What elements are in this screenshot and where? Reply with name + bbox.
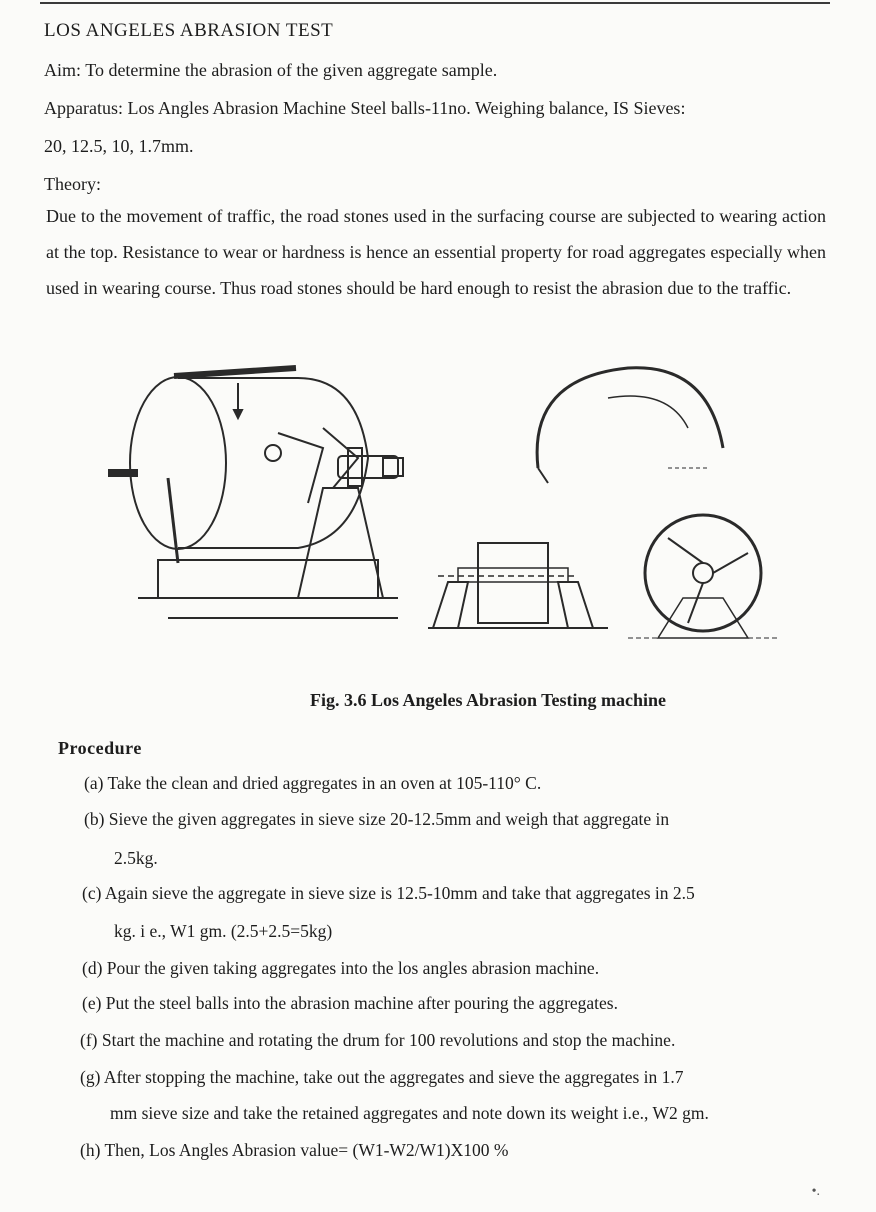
top-rule [40, 2, 830, 4]
procedure-step: kg. i e., W1 gm. (2.5+2.5=5kg) [114, 921, 333, 941]
aim-line [44, 60, 497, 81]
apparatus-text: Los Angles Abrasion Machine Steel balls-11no. Weighing balance, IS Sieves: [127, 98, 686, 118]
apparatus-line [44, 98, 685, 119]
aim-text: To determine the abrasion of the given aggregate sample. [85, 60, 498, 80]
page-title: LOS ANGELES ABRASION TEST [44, 20, 334, 41]
corner-mark: •. [811, 1184, 820, 1199]
procedure-step: (b) Sieve the given aggregates in sieve size 20-12.5mm and weigh that aggregate in [84, 809, 670, 829]
abrasion-machine-figure [108, 338, 838, 668]
procedure-step: (a) Take the clean and dried aggregates in an oven at 105-110° C. [84, 773, 542, 793]
apparatus-line-2: 20, 12.5, 10, 1.7mm. [44, 136, 194, 156]
side-elevation-drawing [428, 543, 608, 628]
procedure-step: (h) Then, Los Angles Abrasion value= (W1-W2/W1)X100 % [80, 1140, 509, 1160]
drum-drawing [108, 368, 368, 563]
procedure-step: (d) Pour the given taking aggregates into the los angles abrasion machine. [82, 958, 600, 978]
end-view-drawing [628, 515, 778, 638]
procedure-step: (f) Start the machine and rotating the drum for 100 revolutions and stop the machine. [80, 1030, 676, 1050]
procedure-step: (g) After stopping the machine, take out the aggregates and sieve the aggregates in 1.7 [80, 1067, 684, 1087]
shaft-drawing [265, 428, 403, 503]
figure-caption: Fig. 3.6 Los Angeles Abrasion Testing machine [309, 690, 667, 710]
theory-paragraph: Due to the movement of traffic, the road stones used in the surfacing course are subjected to wearing action at the top. Resistance to wear or hardness is hence an essential property for road aggregates especially when used in wearing course. Thus road stones should be hard enough to resist the abrasion due to the traffic. [46, 206, 826, 298]
theory-label: Theory: [44, 174, 101, 194]
procedure-step: (e) Put the steel balls into the abrasion machine after pouring the aggregates. [82, 993, 618, 1013]
cover-plate-drawing [537, 368, 723, 483]
procedure-step: (c) Again sieve the aggregate in sieve size is 12.5-10mm and take that aggregates in 2.5 [82, 883, 695, 903]
procedure-step: 2.5kg. [114, 848, 158, 868]
aim-label: Aim: [44, 60, 82, 80]
procedure-step: mm sieve size and take the retained aggregates and note down its weight i.e., W2 gm. [110, 1103, 709, 1123]
apparatus-label: Apparatus: [44, 98, 123, 118]
procedure-heading: Procedure [58, 738, 142, 758]
